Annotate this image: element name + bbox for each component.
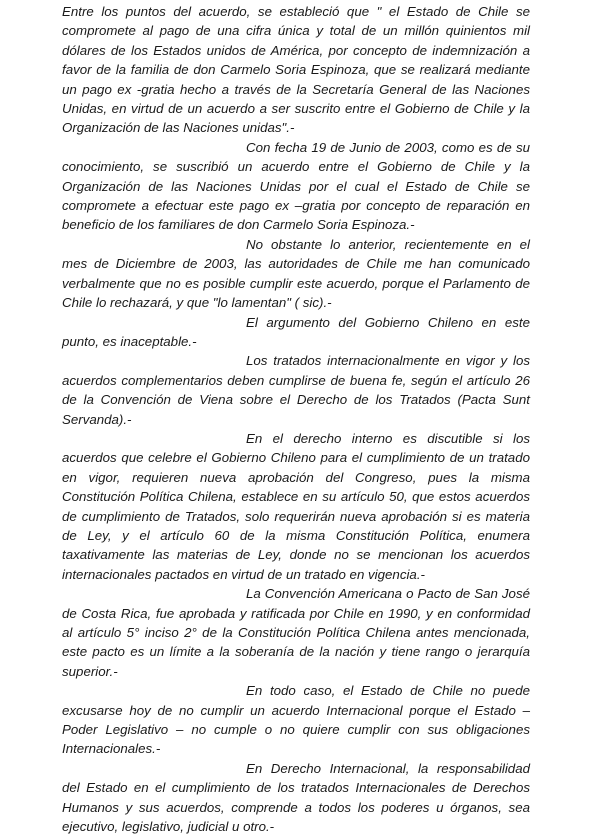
paragraph-in-any-case: En todo caso, el Estado de Chile no puede excusarse hoy de no cumplir un acuerdo Internacional porque el Estado – Poder Legislativo – no cumple o no quiere cumplir con sus obligaciones Internacionales.- xyxy=(62,683,530,757)
paragraph-signing-date: Con fecha 19 de Junio de 2003, como es de su conocimiento, se suscribió un acuerdo entre el Gobierno de Chile y la Organización de las Naciones Unidas por el cual el Estado de Chile se compromete a efectuar este pago ex –gratia por concepto de reparación en beneficio de los familiares de don Carmelo Soria Espinoza.- xyxy=(62,139,530,233)
paragraph-international-law: En Derecho Internacional, la responsabilidad del Estado en el cumplimiento de los tratados Internacionales de Derechos Humanos y sus acuerdos, comprende a todos los poderes u órganos, sea ejecutivo, legislativo, judicial u otro.- xyxy=(62,760,530,835)
paragraph-notwithstanding: No obstante lo anterior, recientemente en el mes de Diciembre de 2003, las autoridades de Chile me han comunicado verbalmente que no es posible cumplir este acuerdo, porque el Parlamento de Chile lo rechazará, y que "lo lamentan" ( sic).- xyxy=(62,236,530,311)
document-body xyxy=(62,2,530,836)
paragraph-treaties: Los tratados internacionalmente en vigor y los acuerdos complementarios deben cumplirse de buena fe, según el artículo 26 de la Convención de Viena sobre el Derecho de los Tratados (Pacta Sunt Servanda).- xyxy=(62,353,530,427)
paragraph-american-convention: La Convención Americana o Pacto de San José de Costa Rica, fue aprobada y ratificada por Chile en 1990, y en conformidad al artículo 5° inciso 2° de la Constitución Política Chilena antes mencionada, este pacto es un límite a la soberanía de la nación y tiene rango o jerarquía superior.- xyxy=(62,586,530,679)
paragraph-agreement-terms: Entre los puntos del acuerdo, se estableció que " el Estado de Chile se compromete al pago de una cifra única y total de un millón quinientos mil dólares de los Estados unidos de América, por concepto de indemnización a favor de la familia de don Carmelo Soria Espinoza, que se realizará mediante un pago ex -gratia hecho a través de la Secretaría General de las Naciones Unidas, en virtud de un acuerdo a ser suscrito entre el Gobierno de Chile y la Organización de las Naciones unidas".- xyxy=(62,4,530,136)
paragraph-argument: El argumento del Gobierno Chileno en este punto, es inaceptable.- xyxy=(62,314,530,349)
paragraph-domestic-law: En el derecho interno es discutible si los acuerdos que celebre el Gobierno Chileno para el cumplimiento de un tratado en vigor, requieren nueva aprobación del Congreso, pues la misma Constitución Política Chilena, establece en su artículo 50, que estos acuerdos de cumplimiento de Tratados, solo requerirán nueva aprobación si es materia de Ley, y el artículo 60 de la misma Constitución Política, enumera taxativamente las materias de Ley, donde no se mencionan los acuerdos internacionales pactados en virtud de un tratado en vigencia.- xyxy=(62,430,530,582)
